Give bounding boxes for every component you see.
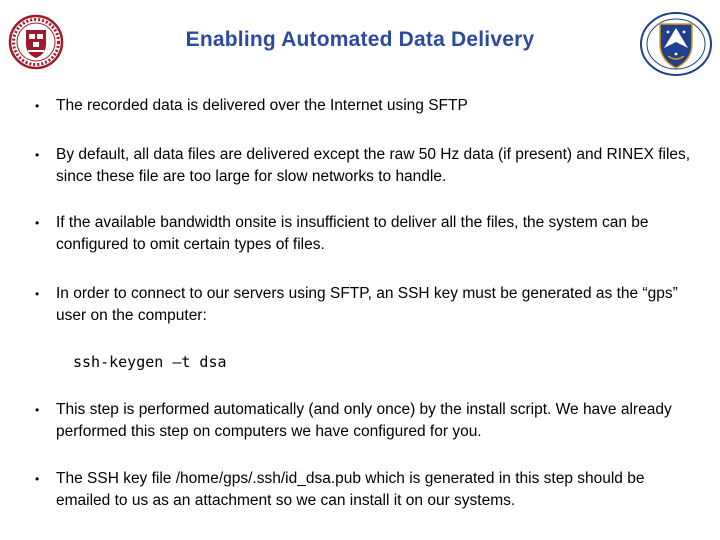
bullet-text: This step is performed automatically (and only once) by the install script. We have already performed this step on computers we have configured for you. bbox=[56, 401, 672, 440]
bullet-text: The SSH key file /home/gps/.ssh/id_dsa.pub which is generated in this step should be emailed to us as an attachment so we can install it on our systems. bbox=[56, 470, 645, 509]
bullet-dot: • bbox=[35, 472, 40, 486]
slide-title: Enabling Automated Data Delivery bbox=[185, 28, 535, 51]
air-force-shield-icon bbox=[638, 10, 714, 78]
bullet-dot: • bbox=[35, 287, 40, 301]
bullet-text: By default, all data files are delivered except the raw 50 Hz data (if present) and RINEX files, since these file are too large for slow networks to handle. bbox=[56, 146, 691, 185]
code-command: ssh-keygen –t dsa bbox=[73, 353, 227, 371]
bullet-dot: • bbox=[35, 99, 40, 113]
bullet-text: In order to connect to our servers using SFTP, an SSH key must be generated as the “gps” user on the computer: bbox=[56, 285, 678, 324]
bullet-text: The recorded data is delivered over the Internet using SFTP bbox=[56, 97, 468, 114]
bullet-dot: • bbox=[35, 216, 40, 230]
bullet-text: If the available bandwidth onsite is insufficient to deliver all the files, the system can be configured to omit certain types of files. bbox=[56, 214, 649, 253]
bullet-dot: • bbox=[35, 403, 40, 417]
bullet-dot: • bbox=[35, 148, 40, 162]
